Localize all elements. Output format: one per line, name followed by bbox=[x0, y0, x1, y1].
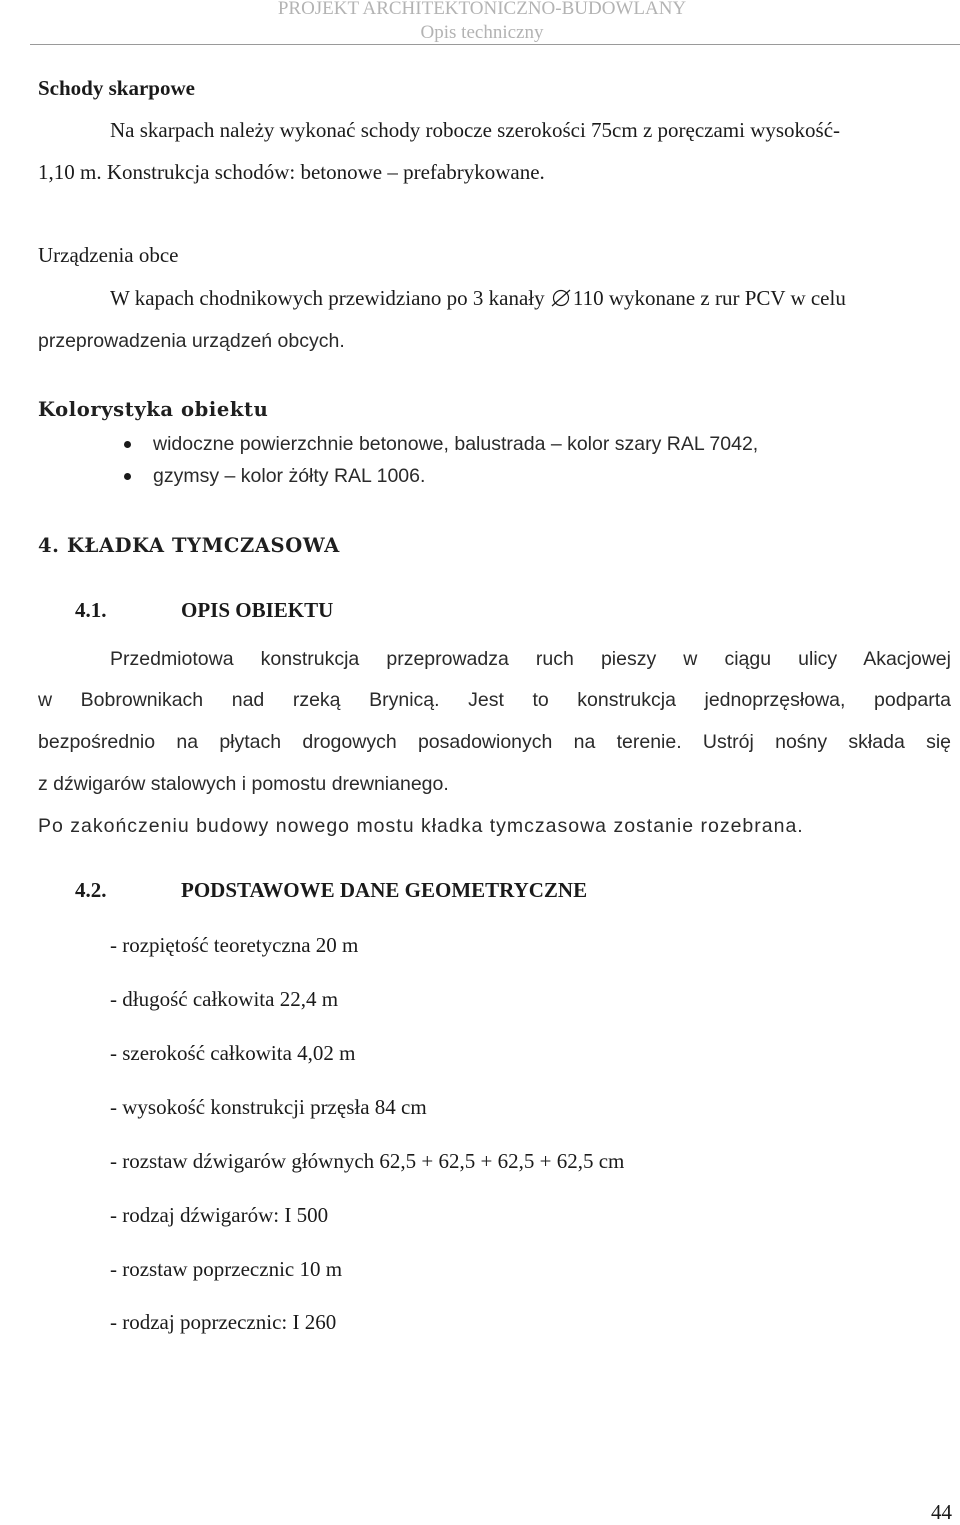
geom-item: - rozpiętość teoretyczna 20 m bbox=[110, 933, 359, 957]
heading-urzadzenia: Urządzenia obce bbox=[38, 243, 179, 267]
kolorystyka-item-2: gzymsy – kolor żółty RAL 1006. bbox=[153, 465, 426, 487]
urzadzenia-line-2: przeprowadzenia urządzeń obcych. bbox=[38, 330, 345, 352]
opis-line-3: bezpośrednio na płytach drogowych posadowionych na terenie. Ustrój nośny składa się bbox=[38, 731, 951, 753]
urzadzenia-line-1-a: W kapach chodnikowych przewidziano po 3 kanały bbox=[110, 286, 545, 310]
heading-schody: Schody skarpowe bbox=[38, 76, 195, 100]
header-subtitle: Opis techniczny bbox=[420, 22, 544, 43]
geom-item: - rodzaj dźwigarów: I 500 bbox=[110, 1203, 329, 1227]
header-divider bbox=[30, 44, 960, 45]
heading-section-4: 4. KŁADKA TYMCZASOWA bbox=[38, 534, 340, 557]
opis-line-5: Po zakończeniu budowy nowego mostu kładka tymczasowa zostanie rozebrana. bbox=[38, 815, 804, 837]
diameter-icon bbox=[550, 289, 572, 307]
bullet-icon bbox=[124, 473, 131, 480]
opis-line-4: z dźwigarów stalowych i pomostu drewnianego. bbox=[38, 773, 449, 795]
bullet-icon bbox=[124, 441, 131, 448]
sub2-title: PODSTAWOWE DANE GEOMETRYCZNE bbox=[181, 878, 588, 902]
sub1-number: 4.1. bbox=[75, 598, 107, 622]
kolorystyka-item-1: widoczne powierzchnie betonowe, balustrada – kolor szary RAL 7042, bbox=[153, 433, 759, 455]
geom-item: - wysokość konstrukcji przęsła 84 cm bbox=[110, 1095, 427, 1119]
urzadzenia-line-1 bbox=[110, 286, 846, 311]
sub2-number: 4.2. bbox=[75, 878, 107, 902]
sub1-title: OPIS OBIEKTU bbox=[181, 598, 334, 622]
heading-kolorystyka: Kolorystyka obiektu bbox=[38, 398, 269, 421]
schody-line-1: Na skarpach należy wykonać schody robocze szerokości 75cm z poręczami wysokość- bbox=[110, 118, 841, 142]
schody-line-2: 1,10 m. Konstrukcja schodów: betonowe – prefabrykowane. bbox=[38, 160, 545, 184]
geom-item: - rozstaw poprzecznic 10 m bbox=[110, 1257, 343, 1281]
opis-line-1: Przedmiotowa konstrukcja przeprowadza ruch pieszy w ciągu ulicy Akacjowej bbox=[110, 648, 951, 670]
header-title: PROJEKT ARCHITEKTONICZNO-BUDOWLANY bbox=[277, 0, 687, 19]
opis-line-2: w Bobrownikach nad rzeką Brynicą. Jest to konstrukcja jednoprzęsłowa, podparta bbox=[38, 689, 951, 711]
geom-item: - długość całkowita 22,4 m bbox=[110, 987, 339, 1011]
geom-item: - szerokość całkowita 4,02 m bbox=[110, 1041, 356, 1065]
page-number: 44 bbox=[931, 1500, 952, 1524]
geom-item: - rozstaw dźwigarów głównych 62,5 + 62,5 + 62,5 + 62,5 cm bbox=[110, 1149, 625, 1173]
geom-item: - rodzaj poprzecznic: I 260 bbox=[110, 1310, 337, 1334]
urzadzenia-line-1-b: 110 wykonane z rur PCV w celu bbox=[572, 286, 846, 310]
